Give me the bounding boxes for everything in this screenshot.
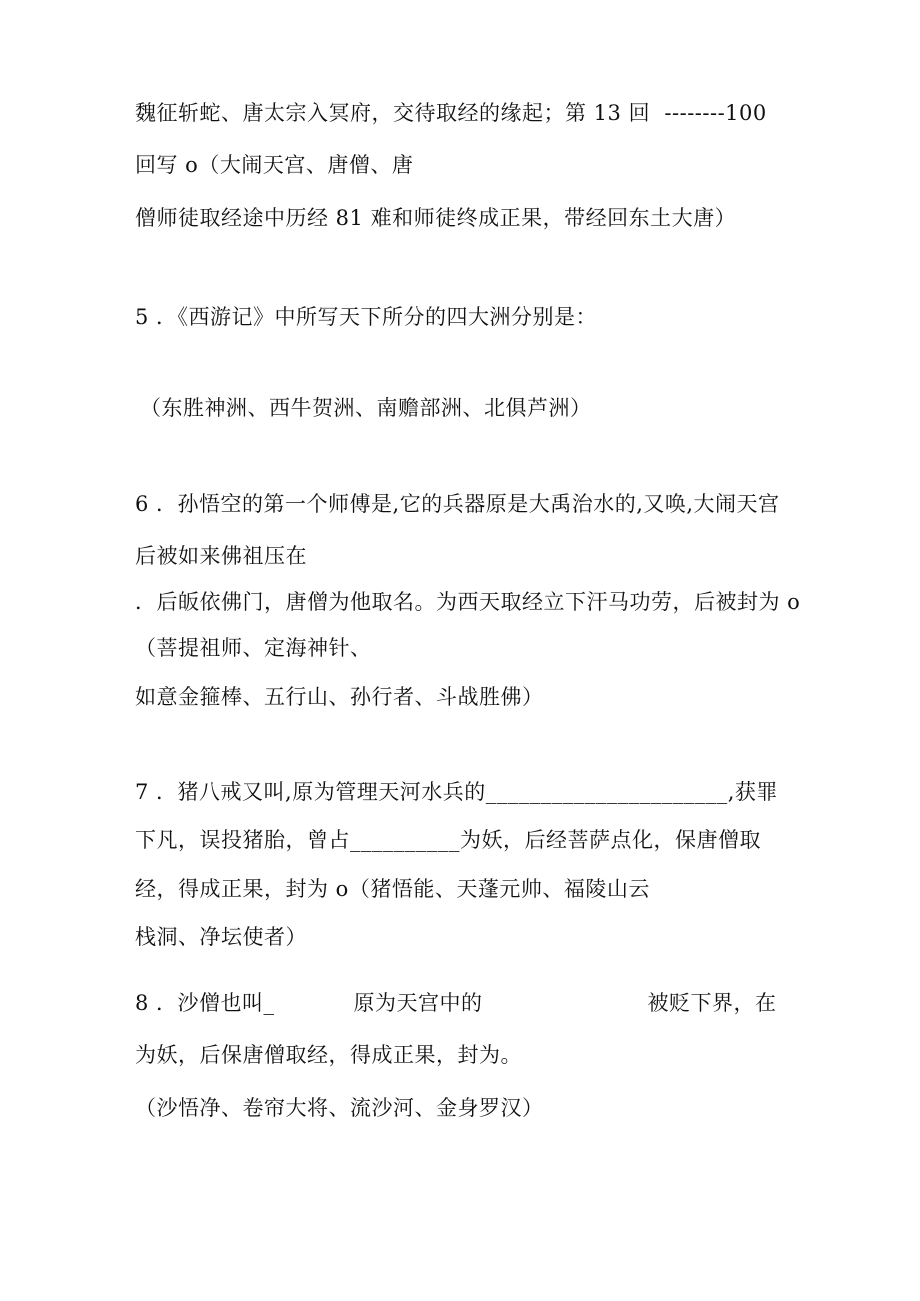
text-line: 如意金箍棒、五行山、孙行者、斗战胜佛） bbox=[135, 685, 544, 709]
question-6: 6 ．孙悟空的第一个师傅是,它的兵器原是大禹治水的,又唤,大闹天宫 bbox=[135, 492, 780, 516]
text-line: 魏征斩蛇、唐太宗入冥府，交待取经的缘起；第 13 回 --------100 bbox=[135, 101, 767, 125]
text-line: 后被如来佛祖压在 bbox=[135, 544, 307, 568]
text-line: 僧师徒取经途中历经 81 难和师徒终成正果，带经回东土大唐） bbox=[135, 206, 737, 230]
answer-8: （沙悟净、卷帘大将、流沙河、金身罗汉） bbox=[135, 1096, 544, 1120]
question-8: 8 ．沙僧也叫_ 原为天宫中的 被贬下界，在 bbox=[135, 991, 777, 1015]
text-line: ．后皈依佛门，唐僧为他取名。为西天取经立下汗马功劳，后被封为 o bbox=[135, 590, 801, 614]
question-5: 5 ．《西游记》中所写天下所分的四大洲分别是： bbox=[135, 305, 598, 329]
text-line: 下凡，误投猪胎，曾占__________为妖，后经菩萨点化，保唐僧取 bbox=[135, 828, 761, 852]
question-7: 7 ．猪八戒又叫,原为管理天河水兵的______________________,获罪 bbox=[135, 780, 778, 804]
text-line: 栈洞、净坛使者） bbox=[135, 925, 307, 949]
text-line: 经，得成正果，封为 o（猪悟能、天蓬元帅、福陵山云 bbox=[135, 877, 650, 901]
answer-6: （菩提祖师、定海神针、 bbox=[135, 636, 372, 660]
answer-5: （东胜神洲、西牛贺洲、南赡部洲、北俱芦洲） bbox=[140, 396, 592, 420]
text-line: 回写 o（大闹天宫、唐僧、唐 bbox=[135, 153, 414, 177]
text-line: 为妖，后保唐僧取经，得成正果，封为。 bbox=[135, 1043, 522, 1067]
